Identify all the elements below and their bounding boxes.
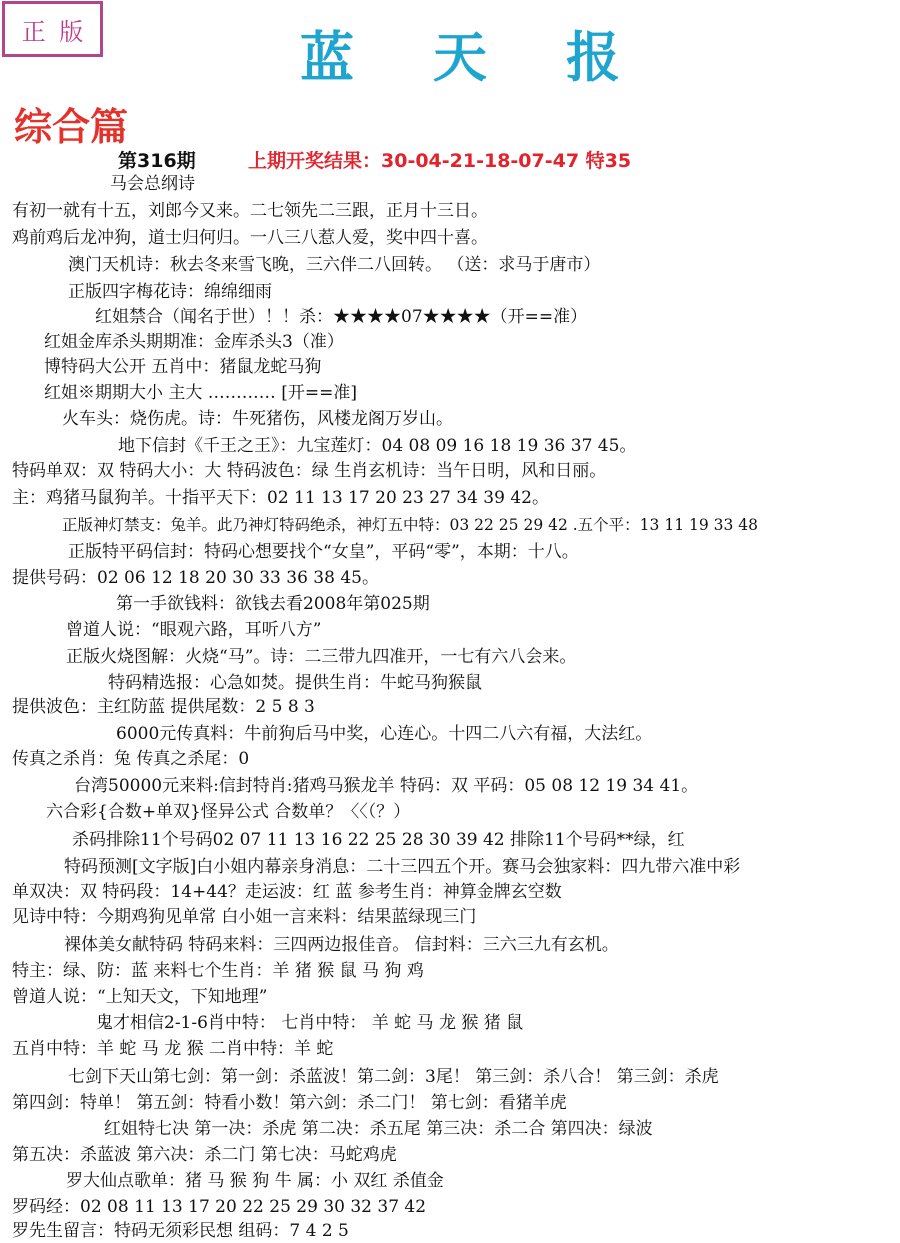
text-line: 特码单双：双 特码大小：大 特码波色：绿 生肖玄机诗：当午日明，风和日丽。 <box>12 461 607 481</box>
text-line: 六合彩{合数+单双}怪异公式 合数单？〈〈（？） <box>46 802 411 822</box>
text-line: 见诗中特：今期鸡狗见单常 白小姐一言来料：结果蓝绿现三门 <box>12 907 477 927</box>
text-line: 第一手欲钱料：欲钱去看2008年第025期 <box>116 594 430 614</box>
text-line: 七剑下天山第七剑：第一剑：杀蓝波！第二剑：3尾！ 第三剑：杀八合！ 第三剑：杀虎 <box>68 1067 719 1087</box>
text-line: 曾道人说：“眼观六路，耳听八方” <box>66 620 322 640</box>
text-line: 传真之杀肖：兔 传真之杀尾：0 <box>12 749 250 769</box>
text-line: 特码预测[文字版]白小姐内幕亲身消息：二十三四五个开。赛马会独家料：四九带六准中彩 <box>64 857 741 877</box>
official-edition-stamp <box>2 1 103 57</box>
text-line: 马会总纲诗 <box>110 174 195 194</box>
masthead-char-3: 报 <box>566 24 620 89</box>
newspaper-masthead <box>300 18 620 88</box>
text-line: 特主：绿、防：蓝 来料七个生肖：羊 猪 猴 鼠 马 狗 鸡 <box>12 961 424 981</box>
stamp-left-char: 正 <box>21 17 46 46</box>
text-line: 正版四字梅花诗：绵绵细雨 <box>68 282 272 302</box>
masthead-char-2: 天 <box>433 24 487 89</box>
text-line: 有初一就有十五，刘郎今又来。二七领先二三跟，正月十三日。 <box>12 201 488 221</box>
text-line: 鬼才相信2-1-6肖中特： 七肖中特： 羊 蛇 马 龙 猴 猪 鼠 <box>96 1013 524 1033</box>
text-line: 地下信封《千王之王》：九宝莲灯：04 08 09 16 18 19 36 37 45。 <box>118 436 637 456</box>
text-line: 曾道人说：“上知天文，下知地理” <box>12 987 268 1007</box>
text-line: 正版火烧图解：火烧“马”。诗：二三带九四准开，一七有六八会来。 <box>66 647 577 667</box>
text-line: 裸体美女献特码 特码来料：三四两边报佳音。 信封料：三六三九有玄机。 <box>64 935 619 955</box>
text-line: 红姐金库杀头期期准：金库杀头3（准） <box>44 332 344 352</box>
text-line: 第四剑：特单！ 第五剑：特看小数！第六剑：杀二门！ 第七剑：看猪羊虎 <box>12 1093 567 1113</box>
text-line: 红姐※期期大小 主大 ………… [开==准] <box>44 383 357 403</box>
text-line: 台湾50000元来料:信封特肖:猪鸡马猴龙羊 特码：双 平码：05 08 12 19 34 41。 <box>74 776 699 796</box>
text-line: 澳门天机诗：秋去冬来雪飞晚，三六伴二八回转。 （送：求马于唐市） <box>68 255 601 275</box>
masthead-char-1: 蓝 <box>300 24 354 89</box>
text-line: 罗先生留言：特码无须彩民想 组码：7 4 2 5 <box>12 1221 349 1241</box>
text-line: 单双决：双 特码段：14+44？走运波：红 蓝 参考生肖：神算金牌玄空数 <box>12 882 562 902</box>
text-line: 博特码大公开 五肖中：猪鼠龙蛇马狗 <box>44 357 322 377</box>
text-line: 红姐禁合（闻名于世）！！杀：★★★★07★★★★（开==准） <box>95 307 588 327</box>
text-line: 罗码经：02 08 11 13 17 20 22 25 29 30 32 37 42 <box>12 1197 427 1217</box>
text-line: 火车头：烧伤虎。诗：牛死猪伤，风楼龙阁万岁山。 <box>62 409 453 429</box>
stamp-right-char: 版 <box>59 17 84 46</box>
last-draw-result: 上期开奖结果：30-04-21-18-07-47 特35 <box>248 150 632 172</box>
text-line: 6000元传真料：牛前狗后马中奖，心连心。十四二八六有福，大法红。 <box>116 724 653 744</box>
text-line: 五肖中特：羊 蛇 马 龙 猴 二肖中特：羊 蛇 <box>12 1039 334 1059</box>
text-line: 红姐特七决 第一决：杀虎 第二决：杀五尾 第三决：杀二合 第四决：绿波 <box>104 1119 653 1139</box>
issue-number: 第316期 <box>118 150 196 172</box>
text-line: 主：鸡猪马鼠狗羊。十指平天下：02 11 13 17 20 23 27 34 39 42。 <box>12 488 549 508</box>
text-line: 正版特平码信封：特码心想要找个“女皇”，平码“零”，本期：十八。 <box>68 542 579 562</box>
text-line: 正版神灯禁支：兔羊。此乃神灯特码绝杀，神灯五中特：03 22 25 29 42 .五个平：13 11 19 33 48 <box>62 516 759 534</box>
text-line: 提供波色：主红防蓝 提供尾数：2 5 8 3 <box>12 697 315 717</box>
text-line: 提供号码：02 06 12 18 20 30 33 36 38 45。 <box>12 568 379 588</box>
text-line: 特码精选报：心急如焚。提供生肖：牛蛇马狗猴鼠 <box>108 673 482 693</box>
text-line: 第五决：杀蓝波 第六决：杀二门 第七决：马蛇鸡虎 <box>12 1145 397 1165</box>
section-title: 综合篇 <box>14 104 129 149</box>
text-line: 鸡前鸡后龙冲狗，道士归何归。一八三八惹人爱，奖中四十喜。 <box>12 228 488 248</box>
text-line: 罗大仙点歌单：猪 马 猴 狗 牛 属：小 双红 杀值金 <box>66 1171 444 1191</box>
text-line: 杀码排除11个号码02 07 11 13 16 22 25 28 30 39 42 排除11个号码**绿，红 <box>72 830 685 850</box>
